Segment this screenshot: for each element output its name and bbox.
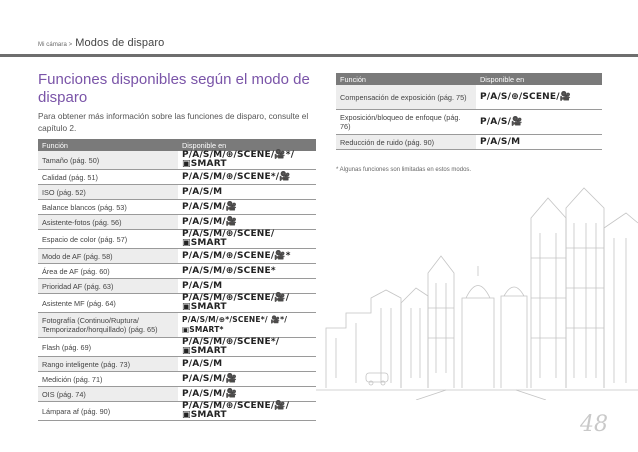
functions-table-left — [38, 139, 316, 421]
table-row — [38, 357, 316, 372]
modes-cell: P/A/S/M/⊕*/SCENE*/ 🎥*/▣SMART* — [178, 313, 316, 338]
modes-cell: P/A/S/M/⊕/SCENE/▣SMART — [178, 230, 316, 249]
column-header-function: Función — [38, 139, 178, 151]
table-row — [38, 249, 316, 264]
modes-cell: P/A/S/M/⊕/SCENE*/▣SMART — [178, 338, 316, 357]
function-cell: Calidad (pág. 51) — [38, 170, 178, 185]
table-row — [38, 200, 316, 215]
function-cell: ISO (pág. 52) — [38, 185, 178, 200]
table-row — [38, 151, 316, 170]
header-divider — [0, 54, 638, 57]
modes-cell: P/A/S/M/⊕/SCENE/🎥/▣SMART — [178, 402, 316, 421]
modes-cell: P/A/S/M — [476, 135, 602, 150]
column-header-available: Disponible en — [476, 73, 602, 85]
modes-cell: P/A/S/M/⊕/SCENE/🎥/▣SMART — [178, 294, 316, 313]
modes-cell: P/A/S/⊕/SCENE/🎥 — [476, 85, 602, 110]
function-cell: Modo de AF (pág. 58) — [38, 249, 178, 264]
modes-cell: P/A/S/M/⊕/SCENE* — [178, 264, 316, 279]
table-row — [38, 372, 316, 387]
function-cell: Compensación de exposición (pág. 75) — [336, 85, 476, 110]
function-cell: Balance blancos (pág. 53) — [38, 200, 178, 215]
table-row — [38, 338, 316, 357]
table-row — [38, 387, 316, 402]
functions-table-right — [336, 73, 602, 150]
table-row — [38, 230, 316, 249]
modes-cell: P/A/S/🎥 — [476, 110, 602, 135]
table-row — [38, 185, 316, 200]
table-row — [38, 294, 316, 313]
page-number: 48 — [580, 412, 608, 437]
breadcrumb — [38, 37, 164, 49]
table-row — [38, 264, 316, 279]
table-row — [38, 313, 316, 338]
section-title: Funciones disponibles según el modo de disparo — [38, 71, 310, 106]
function-cell: Medición (pág. 71) — [38, 372, 178, 387]
page-title: Modos de disparo — [75, 37, 165, 49]
modes-cell: P/A/S/M — [178, 279, 316, 294]
table-row — [336, 135, 602, 150]
modes-cell: P/A/S/M/🎥 — [178, 215, 316, 230]
modes-cell: P/A/S/M/⊕/SCENE/🎥*/▣SMART — [178, 151, 316, 170]
table-row — [336, 85, 602, 110]
modes-cell: P/A/S/M/⊕/SCENE*/🎥 — [178, 170, 316, 185]
modes-cell: P/A/S/M/🎥 — [178, 372, 316, 387]
column-header-available: Disponible en — [178, 139, 316, 151]
breadcrumb-parent[interactable]: Mi cámara > — [38, 42, 73, 48]
function-cell: Espacio de color (pág. 57) — [38, 230, 178, 249]
table-row — [336, 110, 602, 135]
footnote: * Algunas funciones son limitadas en estos modos. — [336, 167, 472, 173]
modes-cell: P/A/S/M/⊕/SCENE/🎥* — [178, 249, 316, 264]
function-cell: Lámpara af (pág. 90) — [38, 402, 178, 421]
table-row — [38, 170, 316, 185]
column-header-function: Función — [336, 73, 476, 85]
function-cell: Fotografía (Continuo/Ruptura/ Temporizador/horquillado) (pág. 65) — [38, 313, 178, 338]
table-row — [38, 279, 316, 294]
function-cell: Área de AF (pág. 60) — [38, 264, 178, 279]
function-cell: Reducción de ruido (pág. 90) — [336, 135, 476, 150]
function-cell: Asistente-fotos (pág. 56) — [38, 215, 178, 230]
modes-cell: P/A/S/M/🎥 — [178, 387, 316, 402]
function-cell: Rango inteligente (pág. 73) — [38, 357, 178, 372]
intro-text: Para obtener más información sobre las funciones de disparo, consulte el capítulo 2. — [38, 111, 309, 133]
function-cell: Exposición/bloqueo de enfoque (pág. 76) — [336, 110, 476, 135]
modes-cell: P/A/S/M — [178, 185, 316, 200]
city-sketch-illustration — [316, 178, 638, 400]
function-cell: Asistente MF (pág. 64) — [38, 294, 178, 313]
table-row — [38, 215, 316, 230]
function-cell: OIS (pág. 74) — [38, 387, 178, 402]
modes-cell: P/A/S/M/🎥 — [178, 200, 316, 215]
function-cell: Prioridad AF (pág. 63) — [38, 279, 178, 294]
function-cell: Flash (pág. 69) — [38, 338, 178, 357]
table-row — [38, 402, 316, 421]
function-cell: Tamaño (pág. 50) — [38, 151, 178, 170]
modes-cell: P/A/S/M — [178, 357, 316, 372]
